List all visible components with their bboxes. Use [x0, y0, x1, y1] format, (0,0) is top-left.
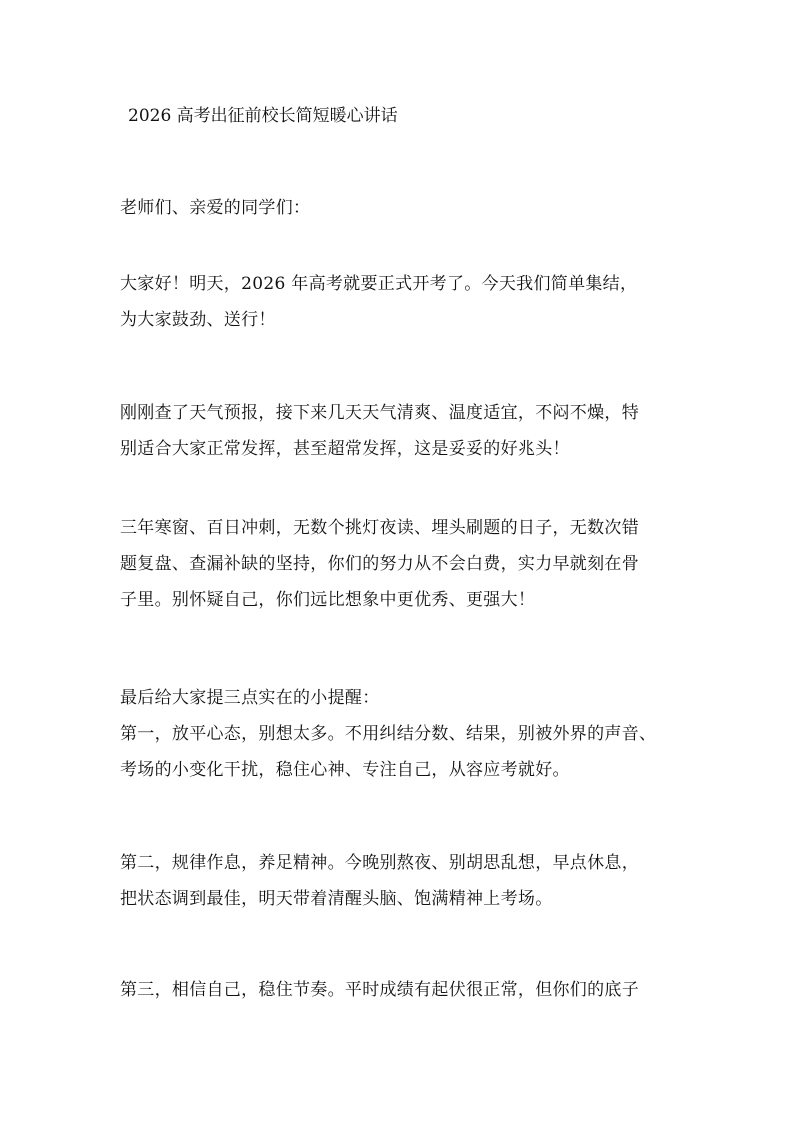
document-title: 2026 高考出征前校长简短暖心讲话	[128, 106, 398, 126]
paragraph-4	[120, 680, 680, 788]
paragraph-line: 第一，放平心态，别想太多。不用纠结分数、结果，别被外界的声音、	[120, 724, 657, 744]
paragraph-line: 把状态调到最佳，明天带着清醒头脑、饱满精神上考场。	[120, 889, 553, 909]
paragraph-line: 为大家鼓劲、送行！	[120, 310, 276, 330]
greeting-paragraph	[120, 190, 680, 226]
paragraph-5	[120, 845, 680, 917]
paragraph-line: 题复盘、查漏补缺的坚持，你们的努力从不会白费，实力早就刻在骨	[120, 554, 639, 574]
paragraph-line: 大家好！明天，2026 年高考就要正式开考了。今天我们简单集结，	[120, 274, 638, 294]
greeting-line: 老师们、亲爱的同学们：	[120, 198, 311, 218]
paragraph-line: 第二，规律作息，养足精神。今晚别熬夜、别胡思乱想，早点休息，	[120, 853, 639, 873]
paragraph-1	[120, 266, 680, 338]
paragraph-3	[120, 510, 680, 618]
paragraph-line: 最后给大家提三点实在的小提醒：	[120, 688, 380, 708]
paragraph-line: 三年寒窗、百日冲刺，无数个挑灯夜读、埋头刷题的日子，无数次错	[120, 518, 639, 538]
paragraph-line: 别适合大家正常发挥，甚至超常发挥，这是妥妥的好兆头！	[120, 439, 570, 459]
paragraph-line: 刚刚查了天气预报，接下来几天天气清爽、温度适宜，不闷不燥，特	[120, 403, 639, 423]
paragraph-line: 子里。别怀疑自己，你们远比想象中更优秀、更强大！	[120, 590, 536, 610]
paragraph-2	[120, 395, 680, 467]
paragraph-6	[120, 972, 680, 1008]
paragraph-line: 第三，相信自己，稳住节奏。平时成绩有起伏很正常，但你们的底子	[120, 980, 639, 1000]
paragraph-line: 考场的小变化干扰，稳住心神、专注自己，从容应考就好。	[120, 760, 570, 780]
